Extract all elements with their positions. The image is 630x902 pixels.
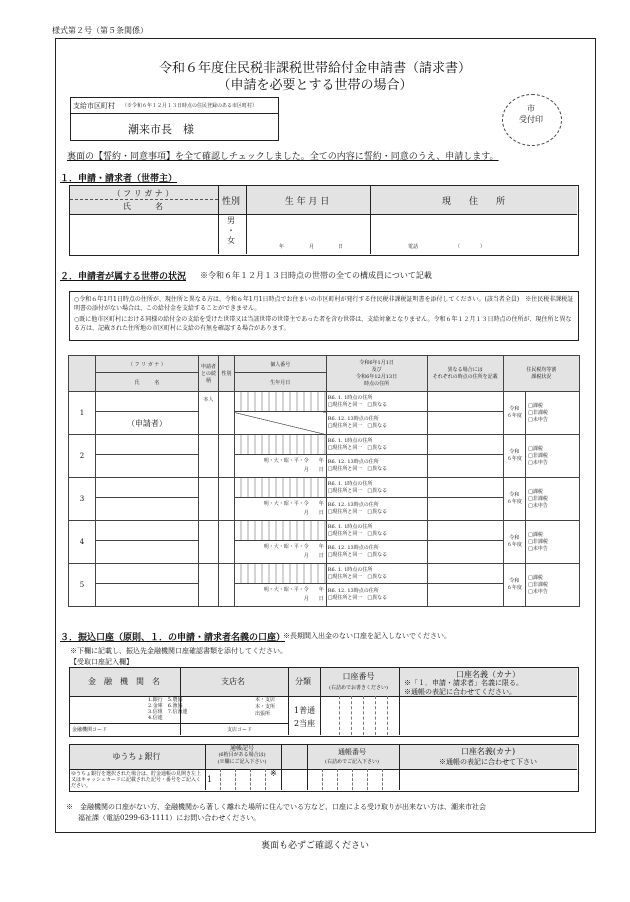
applicant-address-label: 現 住 所	[441, 197, 505, 207]
household-row-lower	[69, 541, 580, 564]
household-row-lower	[69, 455, 580, 478]
bank-instruction: ※下欄に記載し、振込先金融機関口座確認書類を添付してください。	[70, 647, 287, 655]
yucho-note: ゆうちょ銀行を選択された場合は、貯金通帳の見開き左上又はキャッシュカードに記載された記号・番号をご記入ください。	[71, 771, 202, 789]
row-name	[95, 455, 198, 478]
household-table	[68, 355, 580, 607]
branch-header: 支店名	[221, 677, 245, 686]
hh-furigana-header: （ フ リ ガ ナ ）	[95, 356, 198, 373]
row-personal-no	[234, 564, 326, 584]
yucho-holder-header: 口座名義(カナ)	[460, 747, 516, 756]
hh-dob-header: 生年月日	[234, 373, 326, 392]
holder-header: 口座名義（カナ）	[456, 670, 520, 679]
row-sex	[219, 392, 235, 435]
applicant-sex-options: 男 ・ 女	[227, 216, 235, 245]
row-number: 5	[69, 564, 96, 607]
bank-section-label: 【受取口座記入欄】	[70, 658, 133, 666]
row-name	[95, 498, 198, 521]
row-number: 4	[69, 521, 96, 564]
applicant-sex-label: 性別	[221, 197, 240, 207]
section2-notes: ○令和６年1月1日時点の住所が、現住所と異なる方は、令和６年1月1日時点でお住まいの市区町村が発行する住民税非課税証明書を添付してください。(該当者全員) ※住民税非課税証明書の添付がない場合は、この給付金を支給することができません。 ○既に他市区町村における同様の給付金の支給を受けた世帯又は当該世帯の世帯主であった者を含む世帯は、支給対象となりません。令和６年１２月１３日時点の住所が、現住所と異なる方は、記載された住所地の市区町村に支給の有無を確認する場合があります。	[69, 291, 579, 341]
row-diff-jan	[427, 521, 503, 541]
row-tax-options: □課税 □非課税 □未申告	[526, 435, 580, 478]
recipient-name: 潮来市長 様	[128, 123, 194, 136]
row-tax-year: 令和 ６年度	[503, 478, 525, 521]
hh-diff-header: 異なる場合には それぞれの時点の住所を記載	[427, 356, 503, 392]
row-tax-options: □課税 □非課税 □未申告	[526, 564, 580, 607]
row-diff-dec	[427, 498, 503, 521]
row-name	[95, 584, 198, 607]
row-dob: 明・大・昭・平・令 年 月 日	[234, 498, 326, 521]
row-diff-jan	[427, 392, 503, 412]
row-personal-no	[234, 435, 326, 455]
dob-year: 年	[279, 244, 285, 250]
yucho-one: 1	[207, 775, 213, 784]
section1-heading: １．申請・請求者（世帯主）	[60, 174, 178, 184]
hh-tax-header: 住民税均等割 課税状況	[503, 356, 579, 392]
row-personal-no	[234, 478, 326, 498]
applicant-dob-label: 生 年 月 日	[284, 197, 330, 207]
row-addr-dec: R6. 12. 13時点の住所 □現住所と同一 □異なる	[326, 498, 427, 521]
section3-heading-note: ※長期間入出金のない口座を記入しないでください。	[283, 632, 451, 640]
row-addr-dec: R6. 12. 13時点の住所 □現住所と同一 □異なる	[326, 412, 427, 435]
form-number: 様式第２号（第５条関係）	[52, 26, 148, 35]
account-types: 1普通 2当座	[294, 706, 316, 728]
recipient-note: （※令和６年１２月１３日時点の住民登録のある市区町村）	[122, 103, 258, 109]
row-addr-dec: R6. 12. 13時点の住所 □現住所と同一 □異なる	[326, 584, 427, 607]
household-row-lower	[69, 584, 580, 607]
hh-personal-no-header: 個人番号	[234, 356, 326, 373]
yucho-holder-note: ※通帳の表記に合わせて下さい	[439, 758, 537, 766]
phone-label: 電話	[408, 244, 419, 250]
footnote-line2: 福祉課（電話0299-63-1111）にお問い合わせください。	[78, 814, 261, 822]
row-relation	[198, 564, 218, 607]
row-tax-options: □課税 □非課税 □未申告	[526, 478, 580, 521]
row-diff-dec	[427, 412, 503, 435]
row-number: 1	[69, 392, 96, 435]
section2-heading-note: ※令和６年１２月１３日時点の世帯の全ての構成員について記載	[200, 271, 432, 280]
account-sub: (右詰めでお書きください)	[329, 685, 388, 691]
row-furigana	[95, 435, 198, 455]
row-personal-no	[234, 392, 326, 412]
row-addr-jan: R6. 1. 1時点の住所 □現住所と同一 □異なる	[326, 392, 427, 412]
yucho-star: ※	[270, 769, 277, 778]
household-row-lower	[69, 498, 580, 521]
yucho-symbol-header: 通帳記号 (6桁目がある場合は) (※欄にご記入下さい)	[217, 745, 267, 765]
row-addr-jan: R6. 1. 1時点の住所 □現住所と同一 □異なる	[326, 435, 427, 455]
yucho-number-header: 通帳番号	[338, 748, 366, 756]
row-number: 2	[69, 435, 96, 478]
row-addr-jan: R6. 1. 1時点の住所 □現住所と同一 □異なる	[326, 478, 427, 498]
row-dob: 明・大・昭・平・令 年 月 日	[234, 455, 326, 478]
row-sex	[219, 478, 235, 521]
applicant-furigana-label: （ フ リ ガ ナ ）	[112, 189, 174, 198]
row-furigana	[95, 478, 198, 498]
row-personal-no	[234, 521, 326, 541]
row-addr-dec: R6. 12. 13時点の住所 □現住所と同一 □異なる	[326, 541, 427, 564]
section2-heading: ２．申請者が属する世帯の状況	[60, 272, 187, 282]
row-diff-dec	[427, 541, 503, 564]
dob-day: 日	[338, 244, 344, 250]
row-dob-struck	[234, 412, 326, 435]
household-row	[69, 521, 580, 541]
household-row	[69, 478, 580, 498]
recipient-label: 支給市区町村	[73, 102, 115, 110]
holder-note1: ※「１．申請・請求者」名義に限る。	[404, 679, 523, 687]
row-sex	[219, 564, 235, 607]
household-row	[69, 392, 580, 412]
type-header: 分類	[295, 677, 311, 686]
confirm-statement: 裏面の【誓約・同意事項】を全て確認しチェックしました。全ての内容に誓約・同意のうえ、申請します。	[67, 152, 499, 162]
form-title: 令和６年度住民税非課税世帯給付金申請書（請求書）	[158, 61, 471, 76]
row-name: （申請者）	[95, 412, 198, 435]
footnote-line1: ※ 金融機関の口座がない方、金融機関から著しく離れた場所に住んでいる方など、口座による受け取りが出来ない方は、潮来市社会	[66, 803, 486, 811]
row-diff-jan	[427, 435, 503, 455]
row-relation: 本人	[198, 392, 218, 435]
row-addr-dec: R6. 12. 13時点の住所 □現住所と同一 □異なる	[326, 455, 427, 478]
row-diff-dec	[427, 584, 503, 607]
phone-paren: （ ）	[455, 244, 486, 250]
hh-address-header: 令和6年1月1日 及び 令和6年12月13日 時点の住所	[326, 356, 427, 392]
row-tax-year: 令和 ６年度	[503, 521, 525, 564]
yucho-label: ゆうちょ銀行	[112, 752, 161, 761]
applicant-name-label: 氏 名	[123, 202, 163, 211]
row-diff-jan	[427, 478, 503, 498]
row-dob: 明・大・昭・平・令 年 月 日	[234, 584, 326, 607]
row-sex	[219, 521, 235, 564]
row-addr-jan: R6. 1. 1時点の住所 □現住所と同一 □異なる	[326, 521, 427, 541]
yucho-number-sub: (右詰めでご記入下さい)	[325, 759, 379, 765]
dob-month: 月	[309, 244, 315, 250]
section3-heading: ３．振込口座（原則、１．の申請・請求者名義の口座）	[60, 633, 286, 643]
row-furigana	[95, 392, 198, 412]
bank-types: 1.銀行 5.農協 2.金庫 6.漁協 3.信組 7.信漁連 4.信連	[148, 697, 188, 721]
household-row-lower	[69, 412, 580, 435]
footer-note: 裏面も必ずご確認ください	[260, 841, 369, 851]
household-row	[69, 564, 580, 584]
stamp-line2: 受付印	[519, 115, 543, 124]
bank-code-label: 金融機関コード	[72, 727, 108, 733]
hh-sex-header: 性別	[219, 356, 235, 392]
row-relation	[198, 478, 218, 521]
hh-name-header: 氏 名	[95, 373, 198, 392]
row-furigana	[95, 521, 198, 541]
row-addr-jan: R6. 1. 1時点の住所 □現住所と同一 □異なる	[326, 564, 427, 584]
row-diff-jan	[427, 564, 503, 584]
row-dob: 明・大・昭・平・令 年 月 日	[234, 541, 326, 564]
row-diff-dec	[427, 455, 503, 478]
row-tax-options: □課税 □非課税 □未申告	[526, 392, 580, 435]
account-header: 口座番号	[342, 672, 375, 681]
row-tax-options: □課税 □非課税 □未申告	[526, 521, 580, 564]
holder-note2: ※通帳の表記に合わせてください。	[404, 688, 516, 696]
hh-relation-header: 申請者との続柄	[198, 356, 218, 392]
row-relation	[198, 435, 218, 478]
bank-name-header: 金 融 機 関 名	[88, 677, 160, 686]
row-tax-year: 令和 ６年度	[503, 435, 525, 478]
branch-code-label: 支店コード	[227, 727, 253, 733]
stamp-line1: 市	[527, 104, 535, 113]
row-tax-year: 令和 ６年度	[503, 392, 525, 435]
row-number: 3	[69, 478, 96, 521]
row-tax-year: 令和 ６年度	[503, 564, 525, 607]
row-furigana	[95, 564, 198, 584]
household-row	[69, 435, 580, 455]
row-relation	[198, 521, 218, 564]
row-sex	[219, 435, 235, 478]
form-subtitle: （申請を必要とする世帯の場合）	[217, 78, 413, 93]
branch-types: 本・支店 本・支所 出張所	[255, 697, 276, 717]
row-name	[95, 541, 198, 564]
